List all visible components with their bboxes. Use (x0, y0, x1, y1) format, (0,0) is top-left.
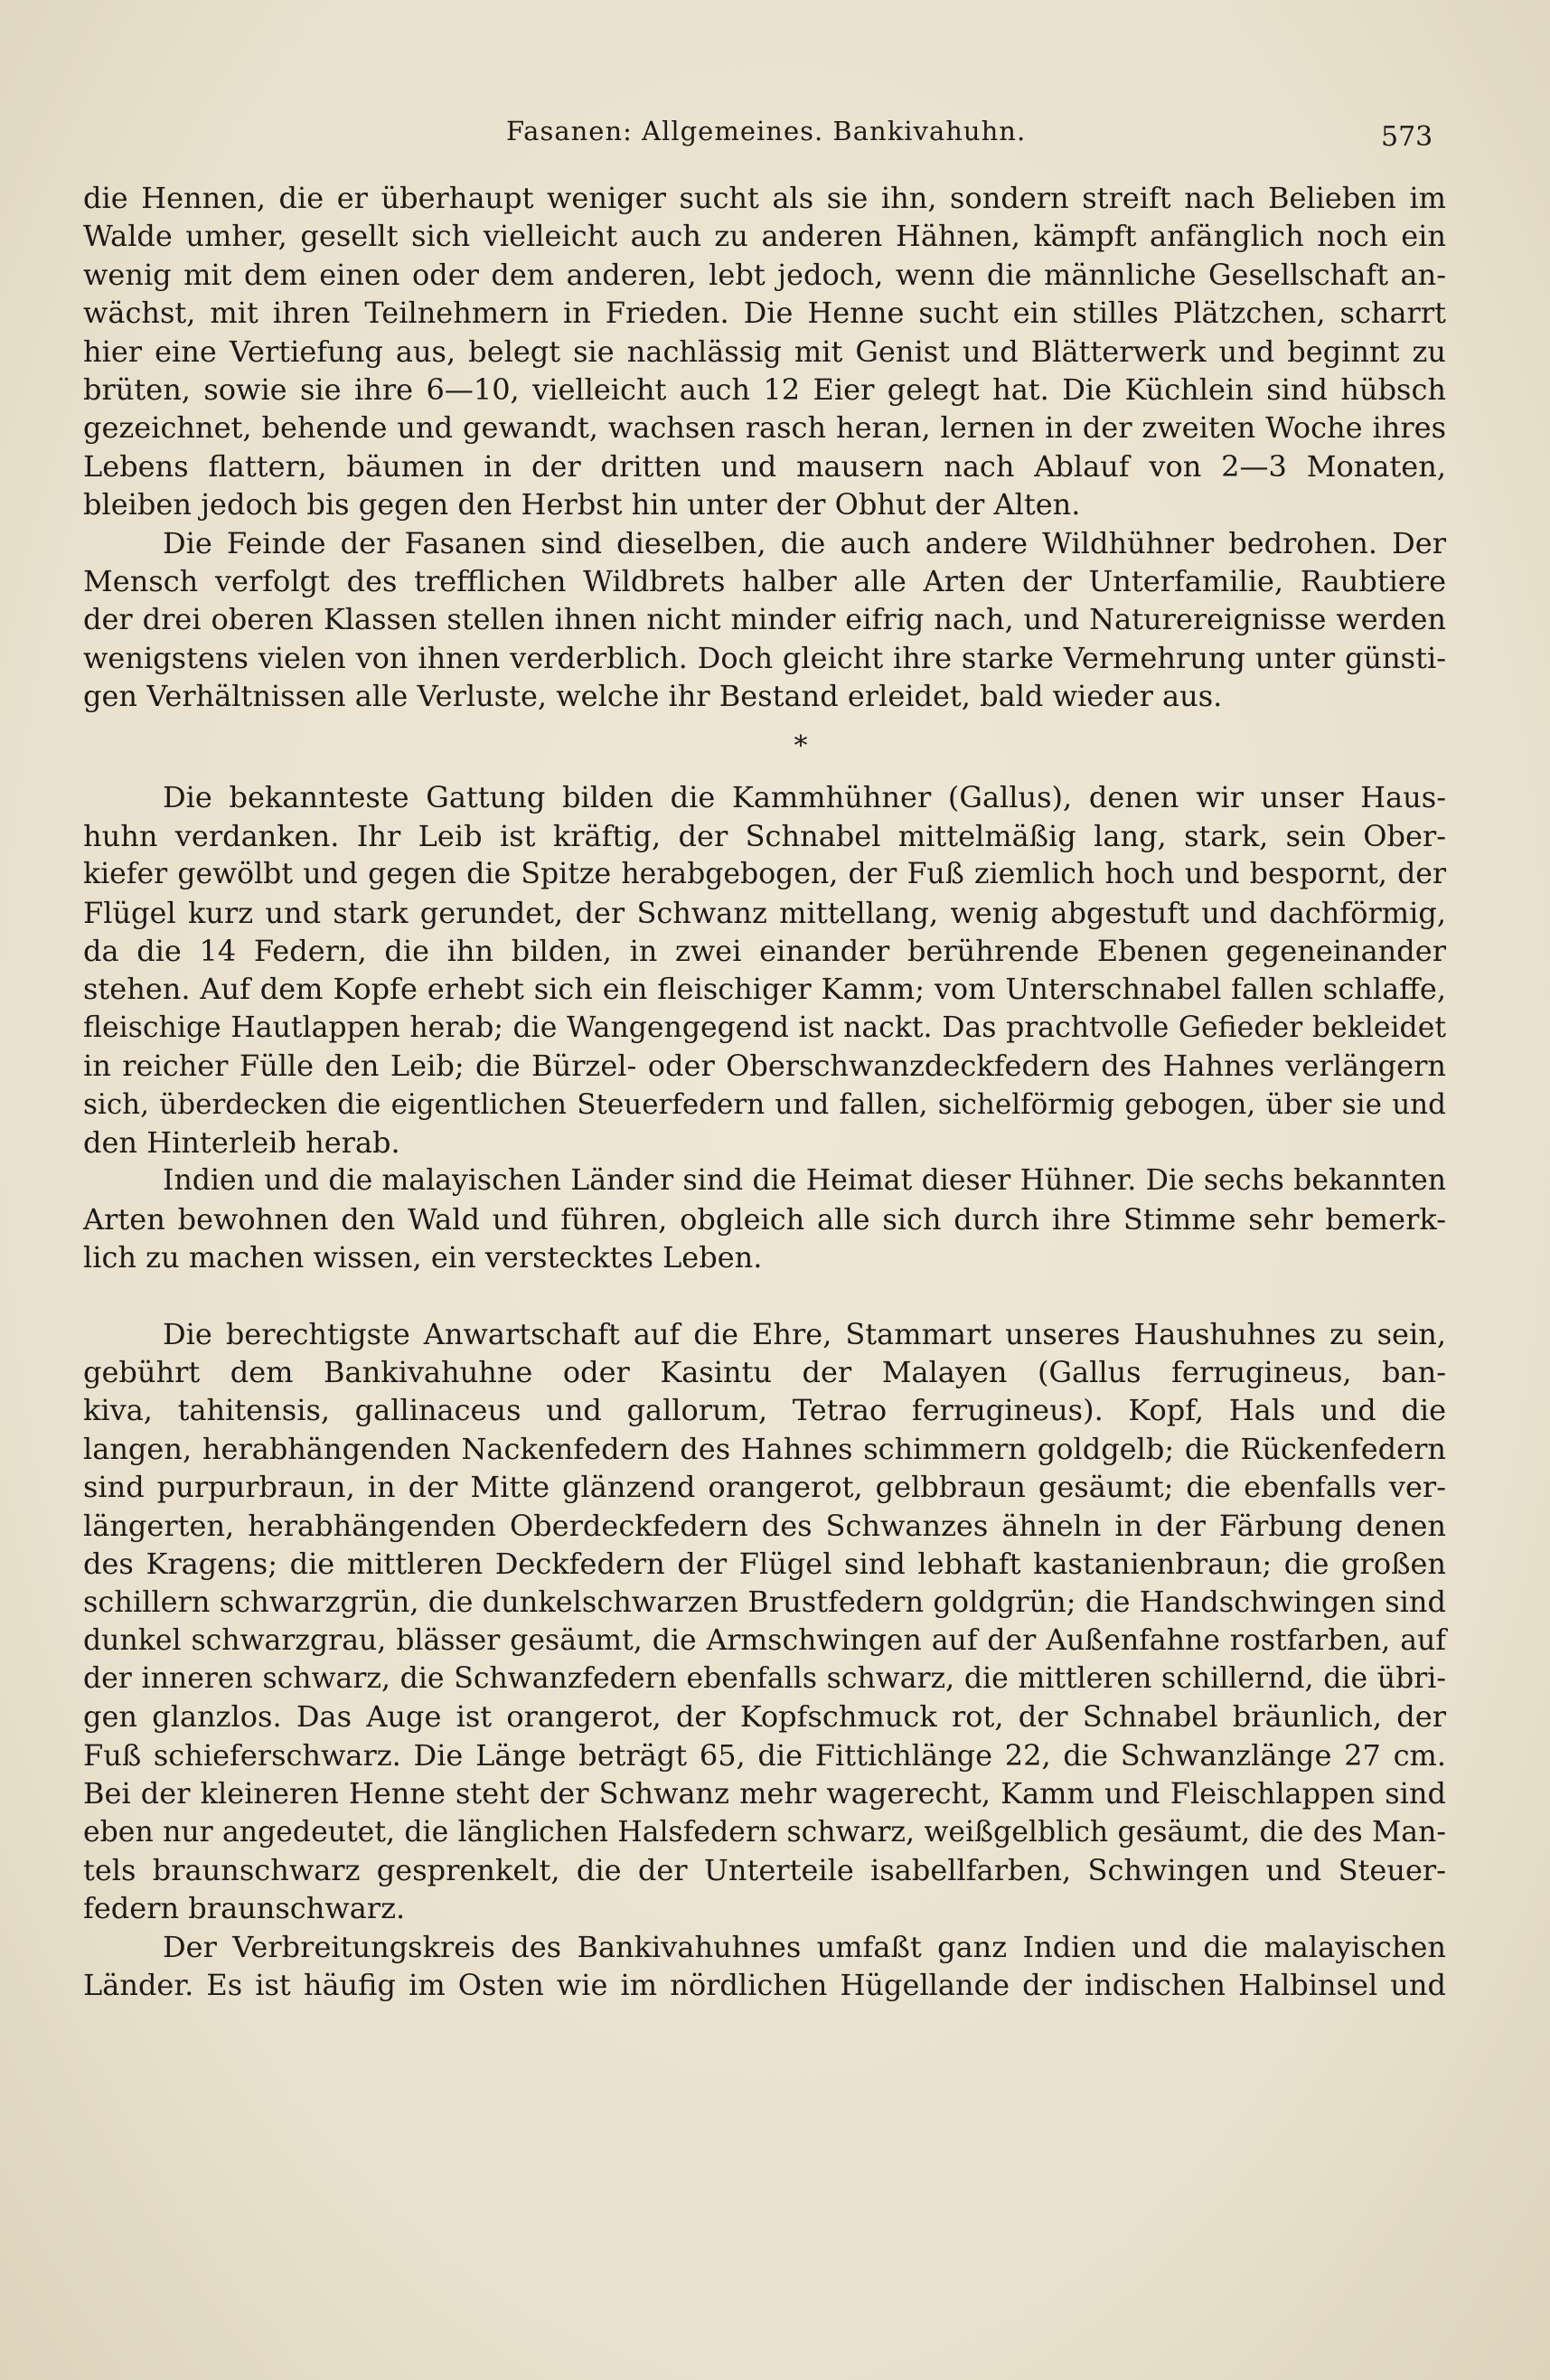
text-line: gen Verhältnissen alle Verluste, welche ihr Bestand erleidet, bald wieder aus. (83, 679, 1223, 714)
text-line: Arten bewohnen den Wald und führen, obgleich alle sich durch ihre Stimme sehr bemerk- (83, 1201, 1446, 1237)
text-line: sind purpurbraun, in der Mitte glänzend orangerot, gelbbraun gesäumt; die ebenfalls ver- (83, 1470, 1446, 1505)
text-line: längerten, herabhängenden Oberdeckfedern des Schwanzes ähneln in der Färbung denen (83, 1508, 1446, 1543)
text-line: wächst, mit ihren Teilnehmern in Frieden. Die Henne sucht ein stilles Plätzchen, scharrt (83, 296, 1446, 331)
text-line: eben nur angedeutet, die länglichen Halsfedern schwarz, weißgelblich gesäumt, die des Man- (83, 1815, 1446, 1848)
text-line: kiefer gewölbt und gegen die Spitze herabgebogen, der Fuß ziemlich hoch und bespornt, der (83, 858, 1446, 891)
paragraph (83, 778, 1446, 1162)
text-line: der inneren schwarz, die Schwanzfedern ebenfalls schwarz, die mittleren schillernd, die übri- (83, 1662, 1446, 1696)
text-line: schillern schwarzgrün, die dunkelschwarzen Brustfedern goldgrün; die Handschwingen sind (83, 1585, 1446, 1620)
text-line: die Hennen, die er überhaupt weniger sucht als sie ihn, sondern streift nach Belieben im (83, 181, 1446, 215)
paragraph (83, 1315, 1446, 1928)
paragraph (83, 1928, 1446, 2005)
text-line: Fuß schieferschwarz. Die Länge beträgt 65, die Fittichlänge 22, die Schwanzlänge 27 cm. (83, 1737, 1446, 1773)
text-line: fleischige Hautlappen herab; die Wangengegend ist nackt. Das prachtvolle Gefieder bekleidet (83, 1011, 1446, 1044)
spacer (83, 1277, 1446, 1315)
text-line: da die 14 Federn, die ihn bilden, in zwei einander berührende Ebenen gegeneinander (83, 934, 1446, 969)
text-line: Der Verbreitungskreis des Bankivahuhnes umfaßt ganz Indien und die malayischen (163, 1929, 1446, 1964)
text-line: gebührt dem Bankivahuhne oder Kasintu der Malayen (Gallus ferrugineus, ban- (83, 1354, 1446, 1389)
text-line: gen glanzlos. Das Auge ist orangerot, der Kopfschmuck rot, der Schnabel bräunlich, der (83, 1699, 1446, 1735)
text-line: wenigstens vielen von ihnen verderblich. Doch gleicht ihre starke Vermehrung unter günsti- (83, 640, 1446, 675)
text-line: brüten, sowie sie ihre 6—10, vielleicht auch 12 Eier gelegt hat. Die Küchlein sind hübsch (83, 372, 1446, 407)
text-line: der drei oberen Klassen stellen ihnen nicht minder eifrig nach, und Naturereignisse werden (83, 602, 1446, 637)
text-line: langen, herabhängenden Nackenfedern des Hahnes schimmern goldgelb; die Rückenfedern (83, 1431, 1446, 1466)
body-text (83, 179, 1446, 2005)
text-line: Die berechtigste Anwartschaft auf die Ehre, Stammart unseres Haushuhnes zu sein, (163, 1316, 1446, 1351)
text-line: dunkel schwarzgrau, blässer gesäumt, die Armschwingen auf der Außenfahne rostfarben, auf (83, 1623, 1446, 1657)
page-number: 573 (1381, 121, 1433, 153)
text-line: in reicher Fülle den Leib; die Bürzel- oder Oberschwanzdeckfedern des Hahnes verlängern (83, 1049, 1446, 1084)
spacer (83, 715, 1446, 728)
text-line: Walde umher, gesellt sich vielleicht auch zu anderen Hähnen, kämpft anfänglich noch ein (83, 219, 1446, 254)
running-title: Fasanen: Allgemeines. Bankivahuhn. (506, 116, 1027, 146)
text-line: Lebens flattern, bäumen in der dritten und mausern nach Ablauf von 2—3 Monaten, (83, 448, 1446, 484)
text-line: Länder. Es ist häufig im Osten wie im nördlichen Hügellande der indischen Halbinsel und (83, 1968, 1446, 2003)
text-line: federn braunschwarz. (83, 1891, 406, 1926)
text-line: bleiben jedoch bis gegen den Herbst hin unter der Obhut der Alten. (83, 487, 1081, 522)
text-line: den Hinterleib herab. (83, 1124, 400, 1160)
text-line: Die Feinde der Fasanen sind dieselben, die auch andere Wildhühner bedrohen. Der (163, 525, 1446, 560)
text-line: lich zu machen wissen, ein verstecktes Leben. (83, 1240, 763, 1275)
section-separator: * (794, 730, 808, 763)
text-line: Bei der kleineren Henne steht der Schwanz mehr wagerecht, Kamm und Fleischlappen sind (83, 1776, 1446, 1811)
text-line: Mensch verfolgt des trefflichen Wildbrets halber alle Arten der Unterfamilie, Raubtiere (83, 563, 1446, 598)
text-line: gezeichnet, behende und gewandt, wachsen rasch heran, lernen in der zweiten Woche ihres (83, 410, 1446, 446)
spacer (83, 766, 1446, 778)
running-head (0, 116, 1550, 161)
text-line: Flügel kurz und stark gerundet, der Schwanz mittellang, wenig abgestuft und dachförmig, (83, 895, 1446, 930)
paragraph (83, 179, 1446, 524)
paragraph (83, 524, 1446, 716)
paragraph (83, 1162, 1446, 1276)
text-line: stehen. Auf dem Kopfe erhebt sich ein fleischiger Kamm; vom Unterschnabel fallen schlaffe, (83, 972, 1446, 1007)
text-line: Die bekannteste Gattung bilden die Kammhühner (Gallus), denen wir unser Haus- (163, 780, 1446, 815)
text-line: sich, überdecken die eigentlichen Steuerfedern und fallen, sichelförmig gebogen, über sie und (83, 1087, 1446, 1121)
text-line: wenig mit dem einen oder dem anderen, lebt jedoch, wenn die männliche Gesellschaft an- (83, 257, 1446, 292)
text-line: des Kragens; die mittleren Deckfedern der Flügel sind lebhaft kastanienbraun; die großen (83, 1546, 1446, 1581)
text-line: hier eine Vertiefung aus, belegt sie nachlässig mit Genist und Blätterwerk und beginnt zu (83, 334, 1446, 369)
text-line: huhn verdanken. Ihr Leib ist kräftig, der Schnabel mittelmäßig lang, stark, sein Ober- (83, 818, 1446, 853)
text-line: kiva, tahitensis, gallinaceus und gallorum, Tetrao ferrugineus). Kopf, Hals und die (83, 1393, 1446, 1428)
text-line: Indien und die malayischen Länder sind die Heimat dieser Hühner. Die sechs bekannten (163, 1164, 1446, 1198)
text-line: tels braunschwarz gesprenkelt, die der Unterteile isabellfarben, Schwingen und Steuer- (83, 1853, 1446, 1888)
